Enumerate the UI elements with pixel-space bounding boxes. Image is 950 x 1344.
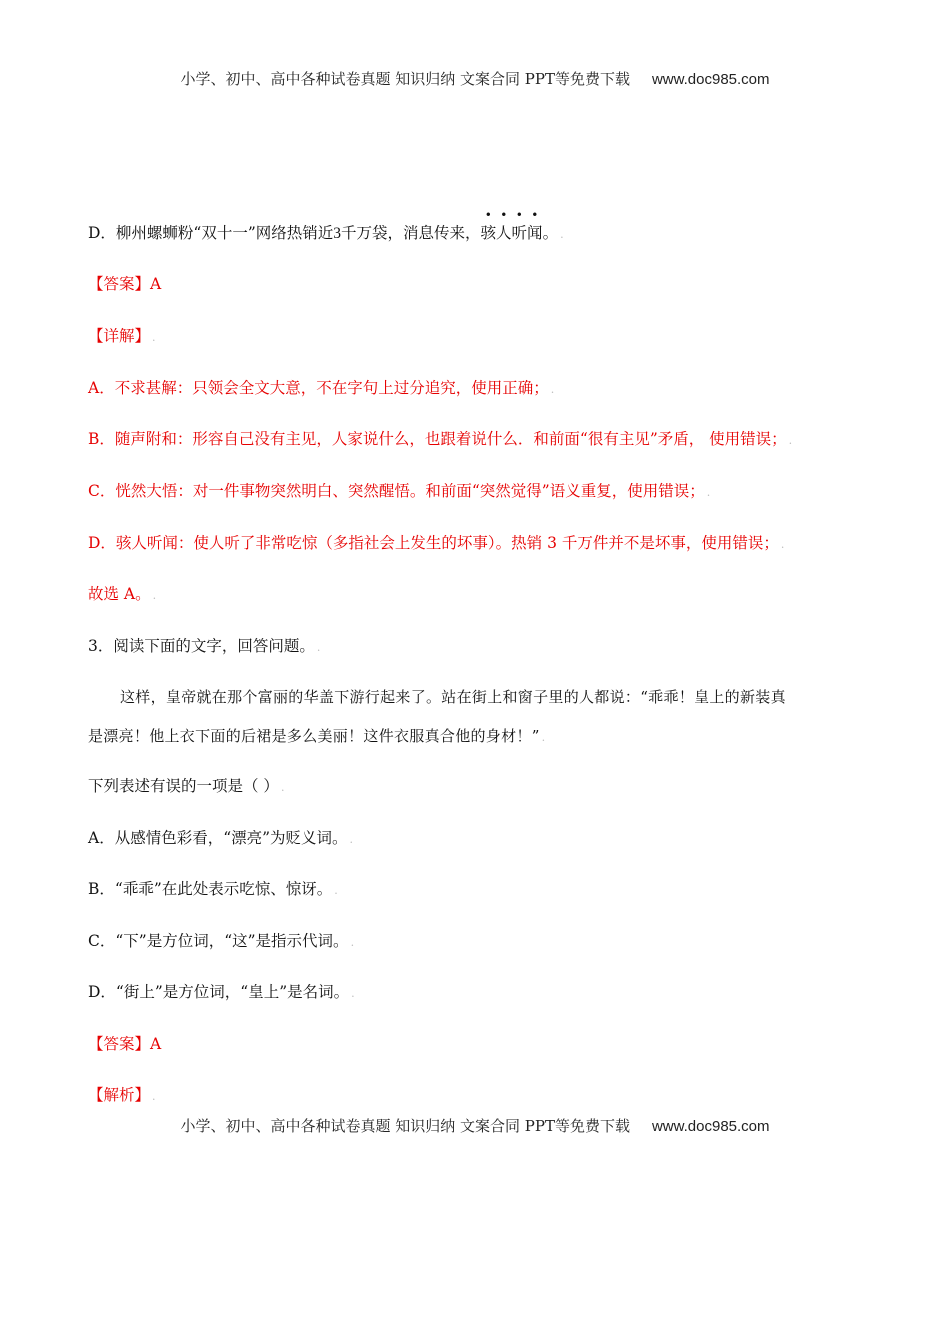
option-d-text-end: 。 <box>542 224 559 242</box>
footer-text: 小学、初中、高中各种试卷真题 知识归纳 文案合同 PPT等免费下载 <box>180 1117 630 1135</box>
option-b: B．“乖乖”在此处表示吃惊、惊讶。 . <box>88 880 338 898</box>
passage-line-1 <box>120 686 786 708</box>
page-header <box>0 68 950 89</box>
option-b-text: B．“乖乖”在此处表示吃惊、惊讶。 <box>88 880 333 898</box>
analysis-label-text: 【解析】 <box>88 1086 151 1104</box>
conclusion-text: 故选 A。 <box>88 585 151 603</box>
option-c: C．“下”是方位词，“这”是指示代词。 . <box>88 932 355 950</box>
option-c-text: C．“下”是方位词，“这”是指示代词。 <box>88 932 349 950</box>
explanation-d: D．骇人听闻：使人听了非常吃惊（多指社会上发生的坏事）。热销 3 千万件并不是坏事，使用错误； . <box>88 534 785 552</box>
emphasized-idiom <box>480 208 543 244</box>
option-d: D．“街上”是方位词，“皇上”是名词。 . <box>88 983 355 1001</box>
detail-label-text: 【详解】 <box>88 327 151 345</box>
option-d-text-mid: 千万袋，消息传来， <box>341 224 481 242</box>
footer-url[interactable]: www.doc985.com <box>651 1118 770 1135</box>
question-3-prompt: 下列表述有误的一项是（ ） . <box>88 777 285 795</box>
explanation-a-text: A．不求甚解：只领会全文大意，不在字句上过分追究，使用正确； <box>88 379 549 397</box>
explanation-a: A．不求甚解：只领会全文大意，不在字句上过分追究，使用正确； . <box>88 379 555 397</box>
passage-line-2-text: 是漂亮！他上衣下面的后裙是多么美丽！这件衣服真合他的身材！” <box>88 727 540 745</box>
option-d-text: D．“街上”是方位词，“皇上”是名词。 <box>88 983 350 1001</box>
header-text: 小学、初中、高中各种试卷真题 知识归纳 文案合同 PPT等免费下载 <box>180 70 630 88</box>
option-d-text-pre: D．柳州螺蛳粉“双十一”网络热销近 <box>88 224 334 242</box>
passage-line-2: 是漂亮！他上衣下面的后裙是多么美丽！这件衣服真合他的身材！” . <box>88 727 546 745</box>
question-3-title-text: 3．阅读下面的文字，回答问题。 <box>88 637 315 655</box>
conclusion: 故选 A。 . <box>88 585 157 603</box>
option-a: A．从感情色彩看，“漂亮”为贬义词。 . <box>88 829 354 847</box>
option-a-text: A．从感情色彩看，“漂亮”为贬义词。 <box>88 829 348 847</box>
analysis-label: 【解析】 . <box>88 1086 156 1104</box>
option-d-number: 3 <box>333 225 342 242</box>
detail-label: 【详解】 . <box>88 327 156 345</box>
explanation-c-text: C．恍然大悟：对一件事物突然明白、突然醒悟。和前面“突然觉得”语义重复，使用错误； <box>88 482 705 500</box>
option-d-question: D．柳州螺蛳粉“双十一”网络热销近3千万袋，消息传来， • • • • 骇人听闻。 . <box>88 208 564 242</box>
header-url[interactable]: www.doc985.com <box>651 71 770 88</box>
explanation-b-text: B．随声附和：形容自己没有主见，人家说什么，也跟着说什么．和前面“很有主见”矛盾， 使用错误； <box>88 430 787 448</box>
page-footer <box>0 1115 950 1136</box>
answer-2: 【答案】A <box>88 1035 162 1053</box>
option-d-idiom: 骇人听闻 <box>480 224 543 242</box>
question-3-prompt-text: 下列表述有误的一项是（ ） <box>88 777 279 795</box>
passage-line-1-text: 这样，皇帝就在那个富丽的华盖下游行起来了。站在街上和窗子里的人都说：“乖乖！皇上的新装真 <box>120 688 786 706</box>
question-3-title: 3．阅读下面的文字，回答问题。 . <box>88 637 321 655</box>
explanation-c: C．恍然大悟：对一件事物突然明白、突然醒悟。和前面“突然觉得”语义重复，使用错误； . <box>88 482 711 500</box>
explanation-b: B．随声附和：形容自己没有主见，人家说什么，也跟着说什么．和前面“很有主见”矛盾， 使用错误； . <box>88 430 793 448</box>
emphasis-dots: • • • • <box>484 208 539 222</box>
explanation-d-text: D．骇人听闻：使人听了非常吃惊（多指社会上发生的坏事）。热销 3 千万件并不是坏事，使用错误； <box>88 534 779 552</box>
answer-1: 【答案】A <box>88 275 162 293</box>
